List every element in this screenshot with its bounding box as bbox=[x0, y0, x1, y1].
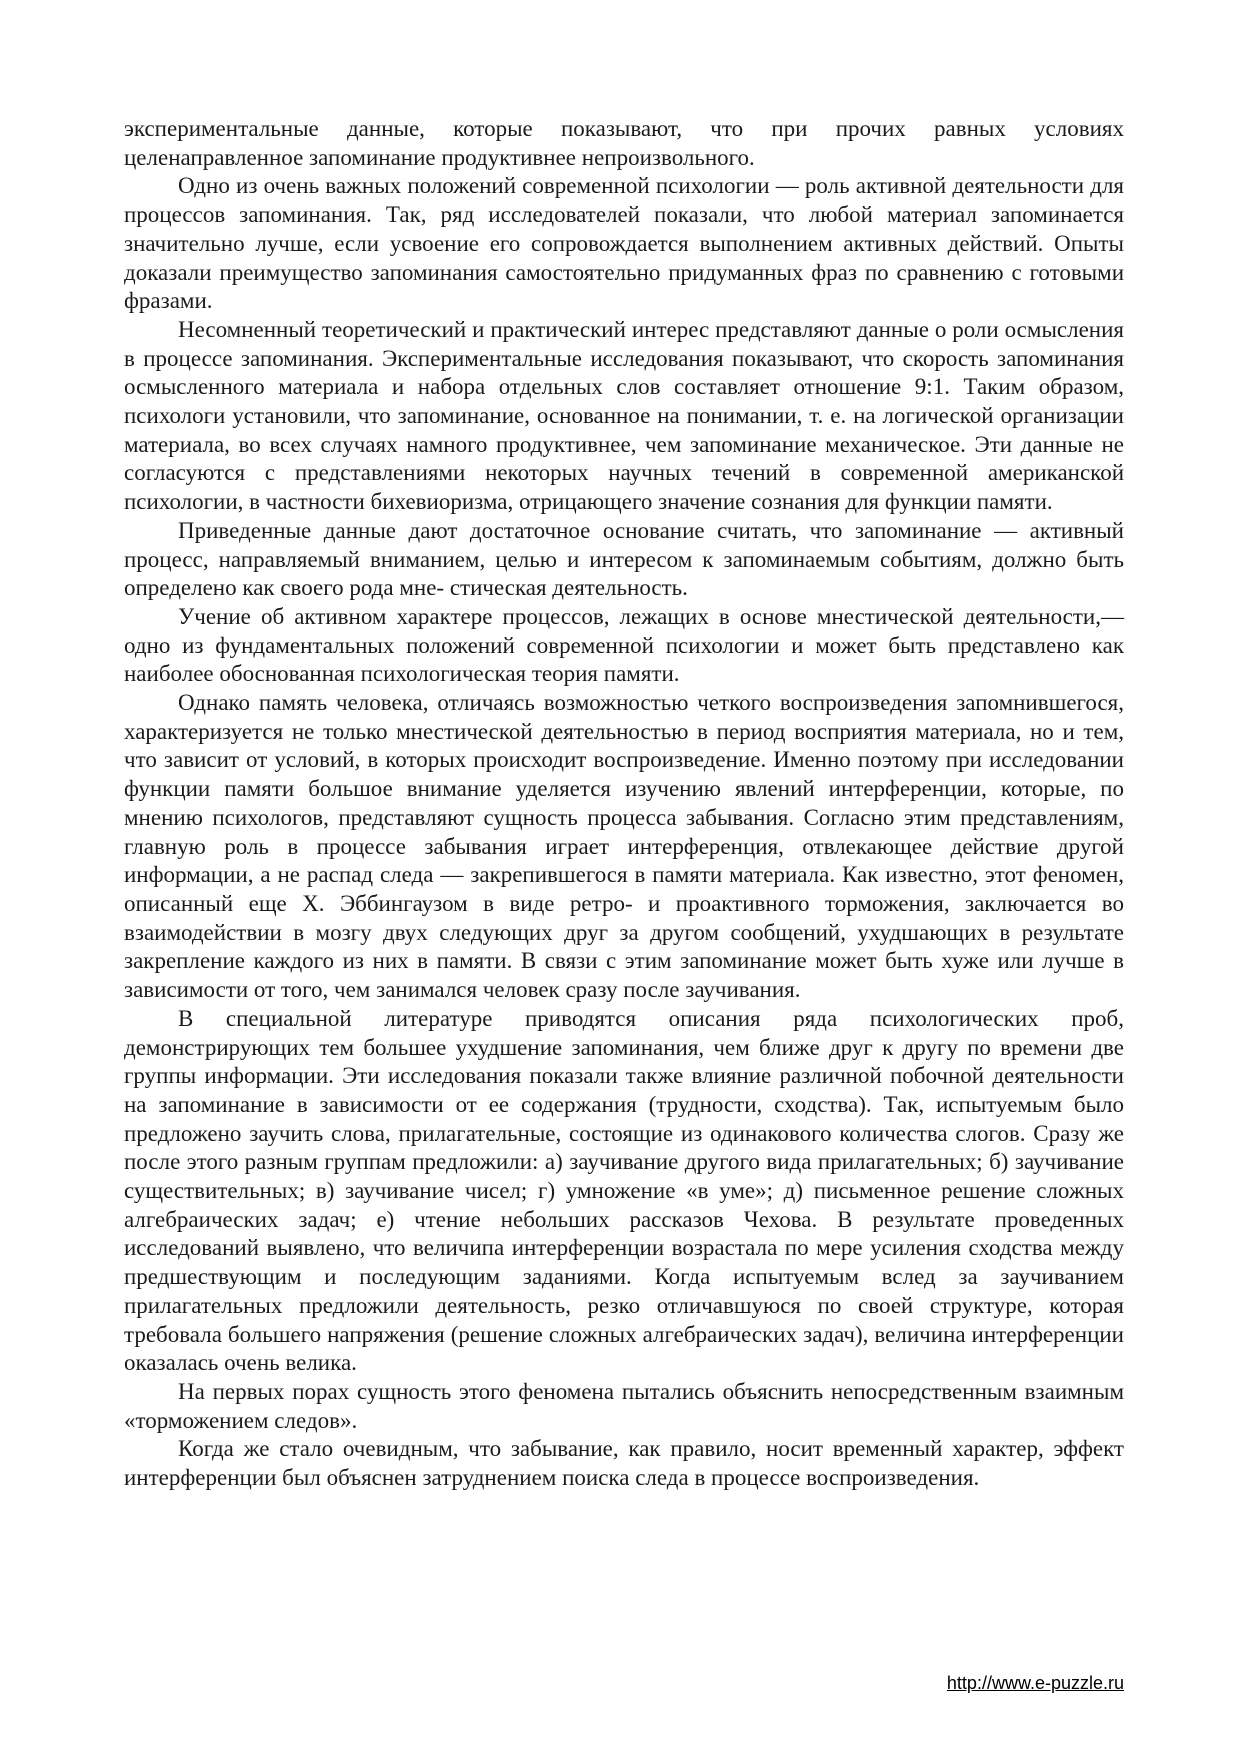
document-body bbox=[124, 115, 1124, 1493]
paragraph-active-theory: Учение об активном характере процессов, лежащих в основе мнестической деятельности,— одно из фундаментальных положений современной психологии и может быть представлено как наиболее обоснованная психологическая теория памяти. bbox=[124, 603, 1124, 687]
paragraph-interference: Однако память человека, отличаясь возможностью четкого воспроизведения запомнившегося, характеризуется не только мнестической деятельностью в период восприятия материала, но и тем, что зависит от условий, в которых происходит воспроизведение. Именно поэтому при исследовании функции памяти большое внимание уделяется изучению явлений интерференции, которые, по мнению психологов, представляют сущность процесса забывания. Согласно этим представлениям, главную роль в процессе забывания играет интерференция, отвлекающее действие другой информации, а не распад следа — закрепившегося в памяти материала. Как известно, этот феномен, описанный еще X. Эббингаузом в виде ретро- и проактивного торможения, заключается во взаимодействии в мозгу двух следующих друг за другом сообщений, ухудшающих в результате закрепление каждого из них в памяти. В связи с этим запоминание может быть хуже или лучше в зависимости от того, чем занимался человек сразу после заучивания. bbox=[124, 690, 1124, 1003]
paragraph-trace-inhibition: На первых порах сущность этого феномена пытались объяснить непосредственным взаимным «торможением следов». bbox=[124, 1378, 1124, 1433]
paragraph-retrieval: Когда же стало очевидным, что забывание, как правило, носит временный характер, эффект интерференции был объяснен затруднением поиска следа в процессе воспроизведения. bbox=[124, 1436, 1124, 1491]
paragraph-comprehension: Несомненный теоретический и практический интерес представляют данные о роли осмысления в процессе запоминания. Экспериментальные исследования показывают, что скорость запоминания осмысленного материала и набора отдельных слов составляет отношение 9:1. Таким образом, психологи установили, что запоминание, основанное на понимании, т. е. на логической организации материала, во всех случаях намного продуктивнее, чем запоминание механическое. Эти данные не согласуются с представлениями некоторых научных течений в современной американской психологии, в частности бихевиоризма, отрицающего значение сознания для функции памяти. bbox=[124, 316, 1124, 515]
paragraph-active-activity: Одно из очень важных положений современной психологии — роль активной деятельности для процессов запоминания. Так, ряд исследователей показали, что любой материал запоминается значительно лучше, если усвоение его сопровождается выполнением активных действий. Опыты доказали преимущество запоминания самостоятельно придуманных фраз по сравнению с готовыми фразами. bbox=[124, 173, 1124, 314]
paragraph-experiments: В специальной литературе приводятся описания ряда психологических проб, демонстрирующих тем большее ухудшение запоминания, чем ближе друг к другу по времени две группы информации. Эти исследования показали также влияние различной побочной деятельности на запоминание в зависимости от ее содержания (трудности, сходства). Так, испытуемым было предложено заучить слова, прилагательные, состоящие из одинакового количества слогов. Сразу же после этого разным группам предложили: а) заучивание другого вида прилагательных; б) заучивание существительных; в) заучивание чисел; г) умножение «в уме»; д) письменное решение сложных алгебраических задач; е) чтение небольших рассказов Чехова. В результате проведенных исследований выявлено, что величипа интерференции возрастала по мере усиления сходства между предшествующим и последующим заданиями. Когда испытуемым вслед за заучиванием прилагательных предложили деятельность, резко отличавшуюся по своей структуре, которая требовала большего напряжения (решение сложных алгебраических задач), величина интерференции оказалась очень велика. bbox=[124, 1005, 1124, 1376]
paragraph-continuation: экспериментальные данные, которые показывают, что при прочих равных условиях целенаправленное запоминание продуктивнее непроизвольного. bbox=[124, 116, 1124, 170]
paragraph-mnestic-activity: Приведенные данные дают достаточное основание считать, что запоминание — активный процесс, направляемый вниманием, целью и интересом к запоминаемым событиям, должно быть определено как своего рода мне- стическая деятельность. bbox=[124, 517, 1124, 601]
footer-site-link[interactable]: http://www.e-puzzle.ru bbox=[946, 1673, 1124, 1693]
